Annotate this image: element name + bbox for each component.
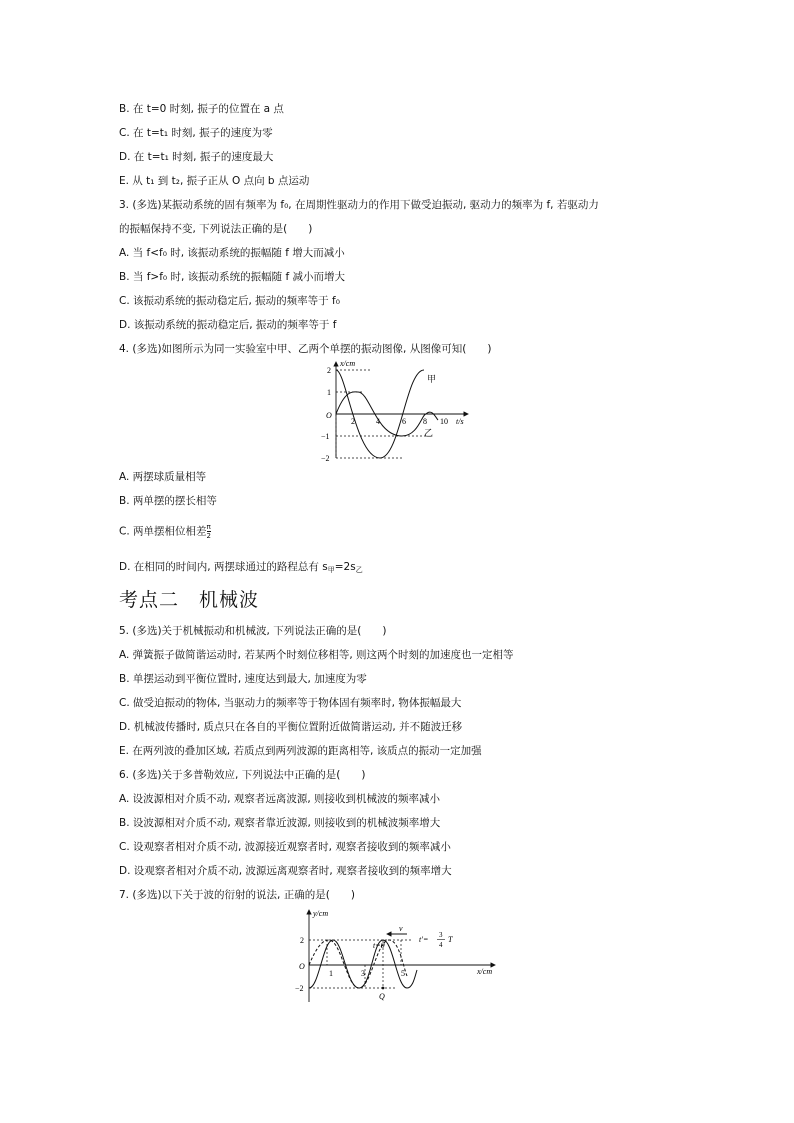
q4-option-d-mid: =2s bbox=[334, 561, 356, 573]
q6-option-a: A. 设波源相对介质不动, 观察者远离波源, 则接收到机械波的频率减小 bbox=[119, 793, 441, 805]
q4-option-c-fraction bbox=[207, 523, 211, 540]
q5-option-e: E. 在两列波的叠加区域, 若质点到两列波源的距离相等, 该质点的振动一定加强 bbox=[119, 745, 482, 757]
q4-option-d-text: D. 在相同的时间内, 两摆球通过的路程总有 s bbox=[119, 561, 328, 573]
q4-t-tick-6: 6 bbox=[402, 417, 406, 426]
q7-x-tick-3: 3 bbox=[361, 969, 365, 978]
q6-option-d: D. 设观察者相对介质不动, 波源远离观察者时, 观察者接收到的频率增大 bbox=[119, 865, 452, 877]
q4-option-c-text: C. 两单摆相位相差 bbox=[119, 525, 207, 538]
q7-wave-t-prime bbox=[309, 940, 407, 988]
q7-y-tick-2: 2 bbox=[300, 936, 304, 945]
q4-option-d bbox=[119, 560, 363, 577]
q7-point-q bbox=[382, 987, 385, 990]
q7-x-axis-label: x/cm bbox=[477, 967, 493, 976]
q4-t-tick-8: 8 bbox=[423, 417, 427, 426]
q3-option-a: A. 当 f<f₀ 时, 该振动系统的振幅随 f 增大而减小 bbox=[119, 247, 345, 259]
q5-stem: 5. (多选)关于机械振动和机械波, 下列说法正确的是( ) bbox=[119, 625, 387, 637]
q4-oscillation-graph bbox=[318, 358, 478, 464]
q4-option-d-sub-yi: 乙 bbox=[355, 566, 363, 574]
q4-option-a: A. 两摆球质量相等 bbox=[119, 471, 207, 483]
q2-option-b: B. 在 t=0 时刻, 振子的位置在 a 点 bbox=[119, 103, 284, 115]
q7-frac-denominator: 4 bbox=[439, 941, 443, 949]
q2-option-e: E. 从 t₁ 到 t₂, 振子正从 O 点向 b 点运动 bbox=[119, 175, 310, 187]
q4-option-c-denominator: 2 bbox=[206, 532, 211, 540]
q5-option-a: A. 弹簧振子做简谐运动时, 若某两个时刻位移相等, 则这两个时刻的加速度也一定相等 bbox=[119, 649, 514, 661]
q7-x-tick-1: 1 bbox=[329, 969, 333, 978]
q4-t-axis-label: t/s bbox=[456, 417, 464, 426]
q7-t0-label: t=0 bbox=[373, 941, 385, 950]
q7-q-label: Q bbox=[379, 992, 385, 1001]
q4-y-tick-neg1: −1 bbox=[321, 432, 330, 441]
q5-option-c: C. 做受迫振动的物体, 当驱动力的频率等于物体固有频率时, 物体振幅最大 bbox=[119, 697, 462, 709]
q4-stem: 4. (多选)如图所示为同一实验室中甲、乙两个单摆的振动图像, 从图像可知( ) bbox=[119, 343, 492, 355]
q5-option-b: B. 单摆运动到平衡位置时, 速度达到最大, 加速度为零 bbox=[119, 673, 367, 685]
q3-stem-line1: 3. (多选)某振动系统的固有频率为 f₀, 在周期性驱动力的作用下做受迫振动, 驱动力的频率为 f, 若驱动力 bbox=[119, 199, 599, 211]
q7-frac-numerator: 3 bbox=[439, 931, 443, 939]
q4-t-tick-10: 10 bbox=[440, 417, 448, 426]
q4-y-tick-neg2: −2 bbox=[321, 454, 330, 463]
q4-t-tick-2: 2 bbox=[351, 417, 355, 426]
q7-x-tick-5: 5 bbox=[401, 969, 405, 978]
q6-option-b: B. 设波源相对介质不动, 观察者靠近波源, 则接收到的机械波频率增大 bbox=[119, 817, 441, 829]
q4-label-jia: 甲 bbox=[427, 374, 437, 384]
q7-y-tick-neg2: −2 bbox=[295, 984, 304, 993]
q4-option-c bbox=[119, 523, 211, 540]
q7-t-prime-label: t′= bbox=[419, 935, 429, 944]
q4-t-tick-4: 4 bbox=[376, 417, 380, 426]
q4-option-b: B. 两单摆的摆长相等 bbox=[119, 495, 217, 507]
q6-stem: 6. (多选)关于多普勒效应, 下列说法中正确的是( ) bbox=[119, 769, 366, 781]
q7-origin-label: O bbox=[299, 962, 305, 971]
q4-y-tick-1: 1 bbox=[327, 388, 331, 397]
q4-y-axis-label: x/cm bbox=[340, 359, 356, 368]
q3-option-b: B. 当 f>f₀ 时, 该振动系统的振幅随 f 减小而增大 bbox=[119, 271, 346, 283]
section-title: 考点二 机械波 bbox=[119, 589, 260, 611]
q3-option-d: D. 该振动系统的振动稳定后, 振动的频率等于 f bbox=[119, 319, 337, 331]
q6-option-c: C. 设观察者相对介质不动, 波源接近观察者时, 观察者接收到的频率减小 bbox=[119, 841, 451, 853]
q4-label-yi: 乙 bbox=[424, 428, 434, 438]
q4-y-tick-2: 2 bbox=[327, 366, 331, 375]
q4-option-d-sub-jia: 甲 bbox=[327, 566, 335, 574]
q7-v-label: v bbox=[399, 924, 403, 933]
q4-option-c-numerator: π bbox=[206, 523, 211, 531]
q3-stem-line2: 的振幅保持不变, 下列说法正确的是( ) bbox=[119, 223, 313, 235]
q7-wave-graph bbox=[293, 906, 503, 1006]
q2-option-c: C. 在 t=t₁ 时刻, 振子的速度为零 bbox=[119, 127, 273, 139]
q5-option-d: D. 机械波传播时, 质点只在各自的平衡位置附近做简谐运动, 并不随波迁移 bbox=[119, 721, 463, 733]
q7-T-label: T bbox=[448, 935, 453, 944]
q2-option-d: D. 在 t=t₁ 时刻, 振子的速度最大 bbox=[119, 151, 274, 163]
q4-origin-label: O bbox=[326, 411, 332, 420]
q7-stem: 7. (多选)以下关于波的衍射的说法, 正确的是( ) bbox=[119, 889, 355, 901]
q7-y-axis-label: y/cm bbox=[313, 909, 329, 918]
q3-option-c: C. 该振动系统的振动稳定后, 振动的频率等于 f₀ bbox=[119, 295, 340, 307]
